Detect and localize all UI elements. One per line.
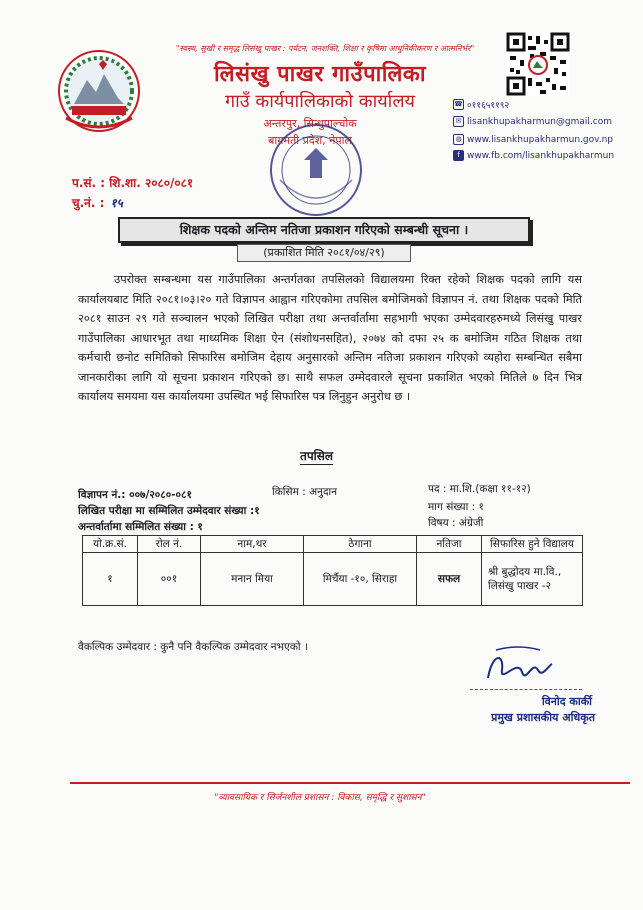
header-motto: "स्वस्थ, सुखी र समृद्ध लिसंखु पाखर : पर्यटन, जनशक्ति, शिक्षा र कृषिमा आधुनिकीकरण र आत्मनिर्भर" [175, 44, 475, 53]
publication-date: (प्रकाशित मिति २०८१/०४/२९) [237, 244, 411, 262]
email-text: lisankhupakharmun@gmail.com [467, 116, 612, 127]
table-cell: ००१ [138, 553, 201, 606]
table-cell: मिर्चैया -१०, सिराहा [304, 553, 417, 606]
nepal-emblem-icon [52, 46, 147, 136]
table-cell: १ [83, 553, 138, 606]
reference-cn-value: १५ [110, 196, 123, 210]
demand-count: माग संख्या : १ [428, 501, 484, 513]
address-line-1: अन्तरपुर, सिन्धुपाल्चोक [263, 117, 357, 130]
signature-icon [478, 640, 558, 690]
reference-cn-label: चु.नं. : [72, 196, 105, 210]
phone-text: ०११६५११९२ [467, 101, 510, 111]
notice-body: उपरोक्त सम्बन्धमा यस गाउँपालिका अन्तर्गतका तपसिलको विद्यालयमा रिक्त रहेको शिक्षक पदको लागि यस कार्यालयबाट मिति २०८१।०३।२० गते विज्ञापन आह्वान गरिएकोमा तपसिल बमोजिमको विज्ञापन नं. तथा शिक्षक पदको मिति २०८१ साउन २९ गते सञ्चालन भएको लिखित परीक्षा तथा अन्तर्वार्तामा सहभागी भएका उम्मेदवारहरुमध्ये लिसंखु पाखर गाउँपालिका आधारभूत तथा माध्यमिक शिक्षा ऐन (संशोधनसहित), २०७४ को दफा २५ क बमोजिम गठित शिक्षक तथा कर्मचारी छनोट समितिको सिफारिस बमोजिम देहाय अनुसारको अन्तिम नतिजा प्रकाशन गरिएको व्यहोरा सम्बन्धित सबैमा जानकारीका लागि यो सूचना प्रकाशन गरिएको छ। साथै सफल उम्मेदवारले सूचना प्रकाशित भएको मितिले ७ दिन भित्र कार्यालय समयमा यस कार्यालयमा उपस्थित भई सिफारिस पत्र लिनुहुन अनुरोध छ । [78, 273, 582, 403]
alternate-candidate: वैकल्पिक उम्मेदवार : कुनै पनि वैकल्पिक उम्मेदवार नभएको । [78, 641, 308, 653]
phone-icon: ☎ [454, 100, 463, 108]
signatory-title: प्रमुख प्रशासकीय अधिकृत [491, 711, 595, 724]
contact-facebook[interactable] [453, 150, 614, 161]
table-header: यो.क्र.सं. [83, 536, 138, 553]
table-header-row [83, 536, 583, 553]
interview-count: अन्तर्वार्तामा सम्मिलित संख्या : १ [78, 521, 203, 533]
address-line-2: बागमती प्रदेश, नेपाल [268, 134, 352, 147]
advertisement-type: किसिम : अनुदान [272, 486, 338, 498]
table-header: नतिजा [417, 536, 482, 553]
table-header: ठेगाना [304, 536, 417, 553]
position-label: पद : मा.शि.(कक्षा ११-१२) [428, 483, 531, 495]
contact-phone [453, 98, 509, 111]
notice-subject: शिक्षक पदको अन्तिम नतिजा प्रकाशन गरिएको सम्बन्धी सूचना । [118, 217, 530, 243]
table-cell: श्री बुद्धोदय मा.वि., लिसंखु पाखर -२ [482, 553, 583, 606]
facebook-icon: f [453, 150, 464, 161]
signatory-name: विनोद कार्की [541, 695, 592, 708]
office-subtitle: गाउँ कार्यपालिकाको कार्यालय [225, 91, 415, 112]
table-cell: मनान मिया [201, 553, 304, 606]
footer-slogan: "व्यावसायिक र सिर्जनशील प्रशासन : विकास, समृद्धि र सुशासन" [214, 793, 426, 803]
table-header: रोल नं. [138, 536, 201, 553]
table-header: सिफारिस हुने विद्यालय [482, 536, 583, 553]
advertisement-number: विज्ञापन नं.: ००७/२०८०-०८१ [78, 489, 192, 501]
table-header: नाम,थर [201, 536, 304, 553]
reference-ps: प.सं. : शि.शा. २०८०/०८१ [72, 176, 194, 190]
email-icon: ✉ [453, 116, 464, 127]
website-text: www.lisankhupakharmun.gov.np [467, 134, 614, 145]
globe-icon: ◍ [453, 134, 464, 145]
written-exam-count: लिखित परीक्षा मा सम्मिलित उम्मेदवार संख्या :१ [78, 505, 260, 517]
qr-code-icon [506, 32, 570, 96]
results-table [82, 535, 583, 606]
table-cell: सफल [417, 553, 482, 606]
reference-cn [72, 194, 123, 211]
table-row [83, 553, 583, 606]
subject-label: विषय : अंग्रेजी [428, 517, 484, 529]
municipality-title: लिसंखु पाखर गाउँपालिका [213, 62, 427, 87]
contact-email[interactable] [453, 116, 612, 127]
tapsil-heading: तपसिल [300, 449, 334, 463]
signature-line [470, 689, 582, 690]
contact-website[interactable] [453, 134, 613, 145]
footer-divider [70, 782, 630, 784]
facebook-text: www.fb.com/lisankhupakharmun [467, 150, 615, 161]
office-stamp-icon [266, 120, 366, 220]
